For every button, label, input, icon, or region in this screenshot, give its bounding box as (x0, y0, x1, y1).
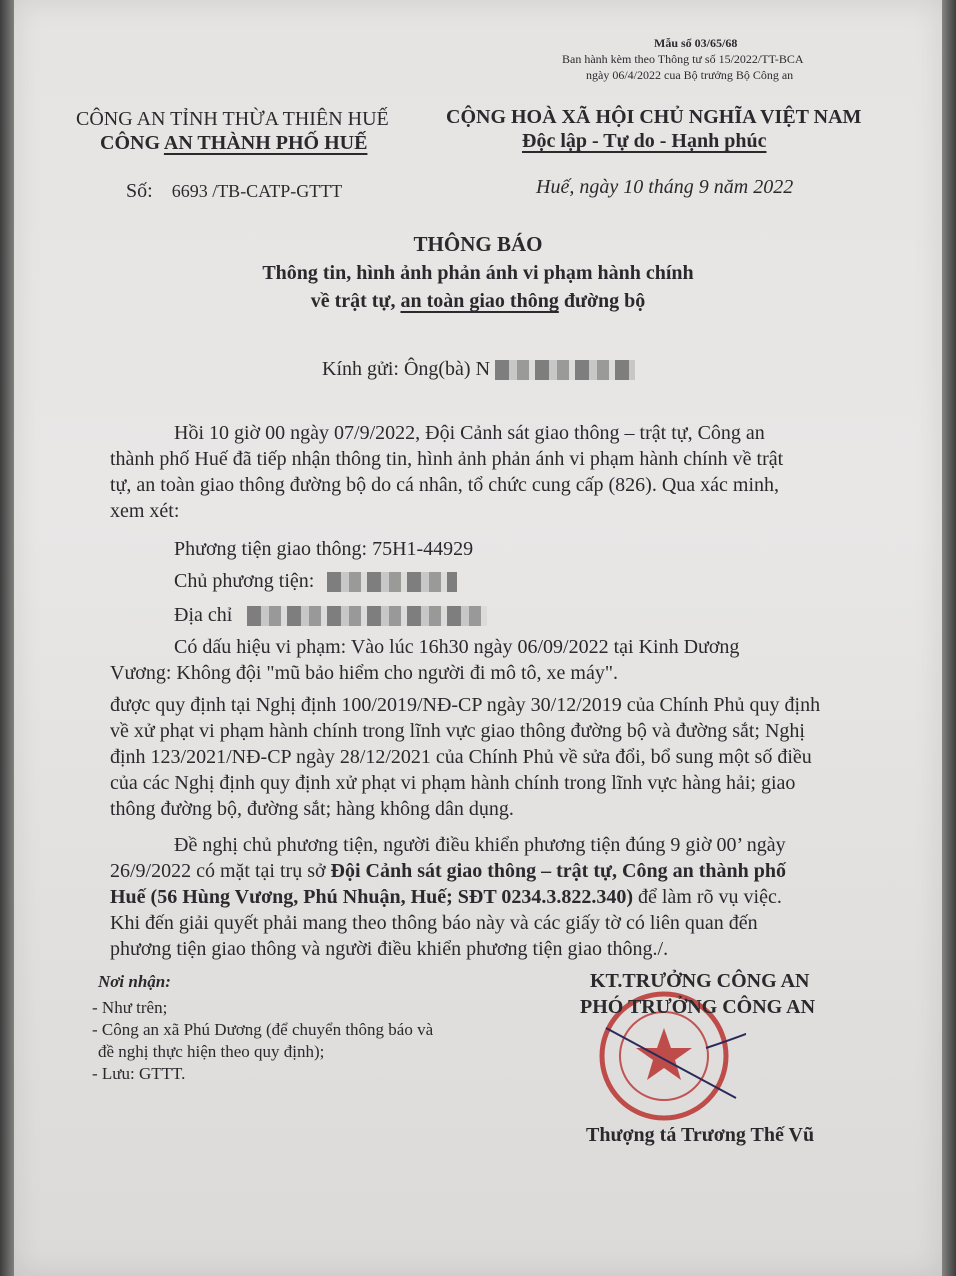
summons-line2-part1: 26/9/2022 có mặt tại trụ sở (110, 860, 331, 882)
regulation-line4: của các Nghị định quy định xử phạt vi phạm hành chính trong lĩnh vực hàng hải; giao (110, 772, 796, 794)
owner-address (174, 602, 487, 628)
subtitle2-part1: về trật tự, (310, 290, 401, 312)
form-issued-line: Ban hành kèm theo Thông tư số 15/2022/TT-BCA (562, 52, 804, 66)
redacted-owner-name (327, 572, 457, 592)
subtitle2-part2: an toàn giao thông (400, 290, 559, 312)
vehicle-owner (174, 568, 457, 594)
regulation-line3: định 123/2021/NĐ-CP ngày 28/12/2021 của Chính Phủ về sửa đổi, bổ sung một số điều (110, 746, 812, 768)
summons-line3-part2: để làm rõ vụ việc. (633, 886, 782, 908)
document-number-label: Số: (126, 180, 153, 202)
redacted-recipient-name (495, 360, 635, 380)
owner-address-label: Địa chỉ (174, 604, 233, 626)
violation-line2: Vương: Không đội "mũ bảo hiểm cho người đi mô tô, xe máy". (110, 662, 618, 684)
signer-name: Thượng tá Trương Thế Vũ (586, 1124, 815, 1146)
summons-line2-part2: Đội Cảnh sát giao thông – trật tự, Công an thành phố (330, 860, 786, 882)
document-number-value: 6693 /TB-CATP-GTTT (171, 181, 343, 201)
vehicle-owner-label: Chủ phương tiện: (174, 570, 315, 592)
signature-title-line2: PHÓ TRƯỞNG CÔNG AN (580, 996, 816, 1018)
summons-line4: Khi đến giải quyết phải mang theo thông báo này và các giấy tờ có liên quan đến (110, 912, 758, 934)
document-subtitle-line1: Thông tin, hình ảnh phản ánh vi phạm hành chính (262, 262, 694, 284)
recipient-3: - Lưu: GTTT. (92, 1064, 186, 1083)
redacted-address (247, 606, 487, 626)
summons-line1: Đề nghị chủ phương tiện, người điều khiển phương tiện đúng 9 giờ 00’ ngày (174, 834, 786, 856)
national-title: CỘNG HOÀ XÃ HỘI CHỦ NGHĨA VIỆT NAM (446, 106, 862, 128)
paragraph-intro-line2: thành phố Huế đã tiếp nhận thông tin, hình ảnh phản ánh vi phạm hành chính về trật (110, 448, 784, 470)
summons-line3 (110, 884, 782, 910)
violation-line1: Có dấu hiệu vi phạm: Vào lúc 16h30 ngày 06/09/2022 tại Kinh Dương (174, 636, 740, 658)
agency-city-part2: AN THÀNH PHỐ HUẾ (163, 132, 368, 154)
form-issued-date-line: ngày 06/4/2022 cua Bộ trưởng Bộ Công an (586, 68, 794, 82)
greeting (322, 358, 635, 381)
form-number-label: Mẫu số 03/65/68 (654, 36, 738, 50)
summons-line5: phương tiện giao thông và người điều khiển phương tiện giao thông./. (110, 938, 669, 960)
regulation-line5: thông đường bộ, đường sắt; hàng không dân dụng. (110, 798, 514, 820)
subtitle2-part3: đường bộ (558, 290, 646, 312)
regulation-line2: về xử phạt vi phạm hành chính trong lĩnh vực giao thông đường bộ và đường sắt; Nghị (110, 720, 805, 742)
signature-title-line1: KT.TRƯỞNG CÔNG AN (590, 970, 810, 992)
recipient-2-cont: đề nghị thực hiện theo quy định); (98, 1042, 325, 1061)
agency-city-part1: CÔNG (100, 132, 164, 154)
regulation-line1: được quy định tại Nghị định 100/2019/NĐ-CP ngày 30/12/2019 của Chính Phủ quy định (110, 694, 821, 716)
summons-line2 (110, 858, 786, 884)
form-number (654, 36, 737, 51)
recipients-title: Nơi nhận: (98, 972, 171, 991)
paragraph-intro-line4: xem xét: (110, 500, 180, 522)
paragraph-intro-line3: tự, an toàn giao thông đường bộ do cá nhân, tổ chức cung cấp (826). Qua xác minh, (110, 474, 780, 496)
agency-city (100, 132, 367, 155)
vehicle-plate: Phương tiện giao thông: 75H1-44929 (174, 538, 474, 560)
document-title: THÔNG BÁO (413, 232, 543, 256)
paragraph-intro-line1: Hồi 10 giờ 00 ngày 07/9/2022, Đội Cảnh sát giao thông – trật tự, Công an (174, 422, 765, 444)
greeting-text: Kính gửi: Ông(bà) N (322, 358, 491, 380)
photo-background-right (940, 0, 956, 1276)
document-subtitle-line2 (14, 290, 942, 313)
document-number (126, 180, 342, 203)
summons-line3-part1: Huế (56 Hùng Vương, Phú Nhuận, Huế; SĐT 0234.3.822.340) (110, 886, 633, 908)
agency-provincial: CÔNG AN TỈNH THỪA THIÊN HUẾ (76, 108, 389, 130)
document-page (14, 0, 942, 1276)
place-and-date: Huế, ngày 10 tháng 9 năm 2022 (536, 176, 794, 198)
recipient-2: - Công an xã Phú Dương (để chuyển thông báo và (92, 1020, 434, 1039)
recipient-1: - Như trên; (92, 998, 168, 1017)
national-motto: Độc lập - Tự do - Hạnh phúc (522, 130, 767, 152)
